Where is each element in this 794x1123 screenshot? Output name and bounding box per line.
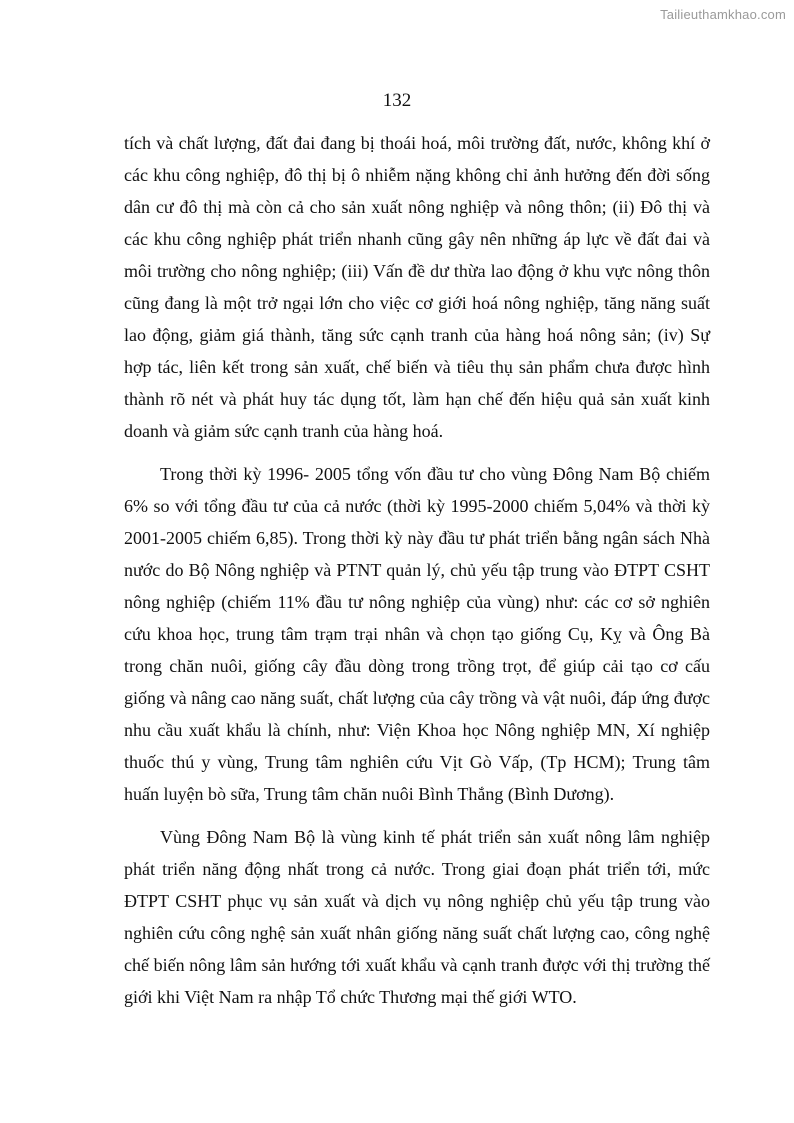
- paragraph-dong-nam-bo-outlook: Vùng Đông Nam Bộ là vùng kinh tế phát triển sản xuất nông lâm nghiệp phát triển năng động nhất trong cả nước. Trong giai đoạn phát triển tới, mức ĐTPT CSHT phục vụ sản xuất và dịch vụ nông nghiệp chủ yếu tập trung vào nghiên cứu công nghệ sản xuất nhân giống năng suất chất lượng cao, công nghệ chế biến nông lâm sản hướng tới xuất khẩu và cạnh tranh được với thị trường thế giới khi Việt Nam ra nhập Tổ chức Thương mại thế giới WTO.: [124, 827, 710, 1007]
- watermark-text: Tailieuthamkhao.com: [660, 7, 786, 22]
- paragraph-investment-1996-2005: Trong thời kỳ 1996- 2005 tổng vốn đầu tư cho vùng Đông Nam Bộ chiếm 6% so với tổng đầu tư của cả nước (thời kỳ 1995-2000 chiếm 5,04% và thời kỳ 2001-2005 chiếm 6,85). Trong thời kỳ này đầu tư phát triển bằng ngân sách Nhà nước do Bộ Nông nghiệp và PTNT quản lý, chủ yếu tập trung vào ĐTPT CSHT nông nghiệp (chiếm 11% đầu tư nông nghiệp của vùng) như: các cơ sở nghiên cứu khoa học, trung tâm trạm trại nhân và chọn tạo giống Cụ, Kỵ và Ông Bà trong chăn nuôi, giống cây đầu dòng trong trồng trọt, để giúp cải tạo cơ cấu giống và nâng cao năng suất, chất lượng của cây trồng và vật nuôi, đáp ứng được nhu cầu xuất khẩu là chính, như: Viện Khoa học Nông nghiệp MN, Xí nghiệp thuốc thú y vùng, Trung tâm nghiên cứu Vịt Gò Vấp, (Tp HCM); Trung tâm huấn luyện bò sữa, Trung tâm chăn nuôi Bình Thắng (Bình Dương).: [124, 464, 710, 804]
- page-number: 132: [382, 90, 412, 111]
- document-body: [124, 127, 710, 1013]
- paragraph-continuation: tích và chất lượng, đất đai đang bị thoái hoá, môi trường đất, nước, không khí ở các khu công nghiệp, đô thị bị ô nhiễm nặng không chỉ ảnh hưởng đến đời sống dân cư đô thị mà còn cả cho sản xuất nông nghiệp và nông thôn; (ii) Đô thị và các khu công nghiệp phát triển nhanh cũng gây nên những áp lực về đất đai và môi trường cho nông nghiệp; (iii) Vấn đề dư thừa lao động ở khu vực nông thôn cũng đang là một trở ngại lớn cho việc cơ giới hoá nông nghiệp, tăng năng suất lao động, giảm giá thành, tăng sức cạnh tranh của hàng hoá nông sản; (iv) Sự hợp tác, liên kết trong sản xuất, chế biến và tiêu thụ sản phẩm chưa được hình thành rõ nét và phát huy tác dụng tốt, làm hạn chế đến hiệu quả sản xuất kinh doanh và giảm sức cạnh tranh của hàng hoá.: [124, 133, 710, 441]
